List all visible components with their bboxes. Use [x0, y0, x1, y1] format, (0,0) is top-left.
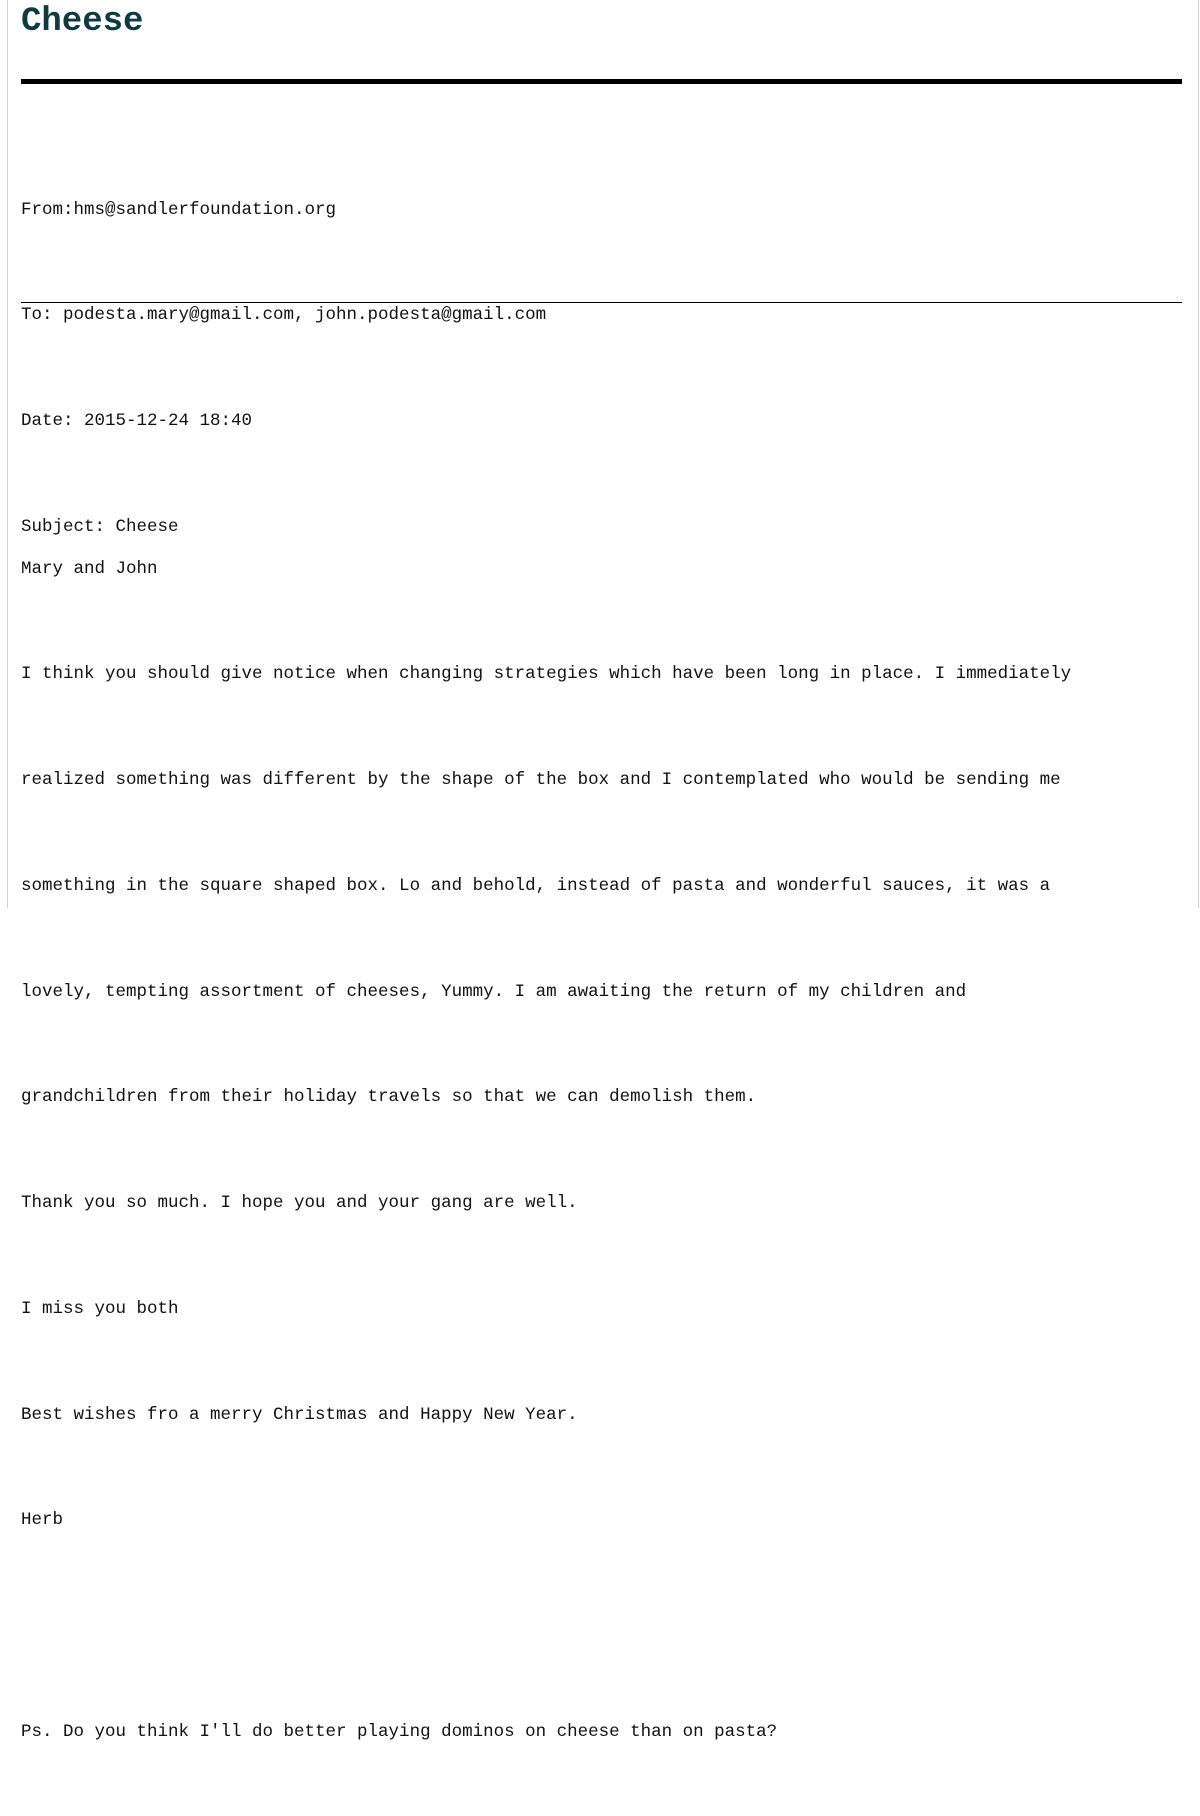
from-line: From:hms@sandlerfoundation.org — [21, 199, 337, 220]
body-line: grandchildren from their holiday travels so that we can demolish them. — [21, 1087, 757, 1108]
greeting-line: Mary and John — [21, 558, 158, 579]
thanks-line: Thank you so much. I hope you and your gang are well. — [21, 1193, 578, 1213]
body-line: I think you should give notice when changing strategies which have been long in place. I immediately — [21, 664, 1072, 685]
subject-line: Subject: Cheese — [21, 516, 179, 537]
page-title: Cheese — [21, 3, 144, 41]
date-line: Date: 2015-12-24 18:40 — [21, 411, 253, 431]
title-divider — [21, 79, 1182, 84]
email-page — [7, 0, 1199, 1742]
email-body — [21, 481, 1182, 1816]
signature-line: Herb — [21, 1510, 64, 1531]
ps-line: Ps. Do you think I'll do better playing dominos on cheese than on pasta? — [21, 1721, 778, 1742]
to-line: To: podesta.mary@gmail.com, john.podesta@gmail.com — [21, 305, 547, 326]
header-divider — [21, 302, 1182, 303]
body-line: something in the square shaped box. Lo and behold, instead of pasta and wonderful sauces, it was a — [21, 875, 1051, 896]
blank-line — [21, 1609, 1182, 1644]
wishes-line: Best wishes fro a merry Christmas and Happy New Year. — [21, 1404, 578, 1425]
body-line: realized something was different by the shape of the box and I contemplated who would be sending me — [21, 770, 1061, 790]
miss-line: I miss you both — [21, 1298, 179, 1319]
body-line: lovely, tempting assortment of cheeses, Yummy. I am awaiting the return of my children and — [21, 981, 967, 1002]
